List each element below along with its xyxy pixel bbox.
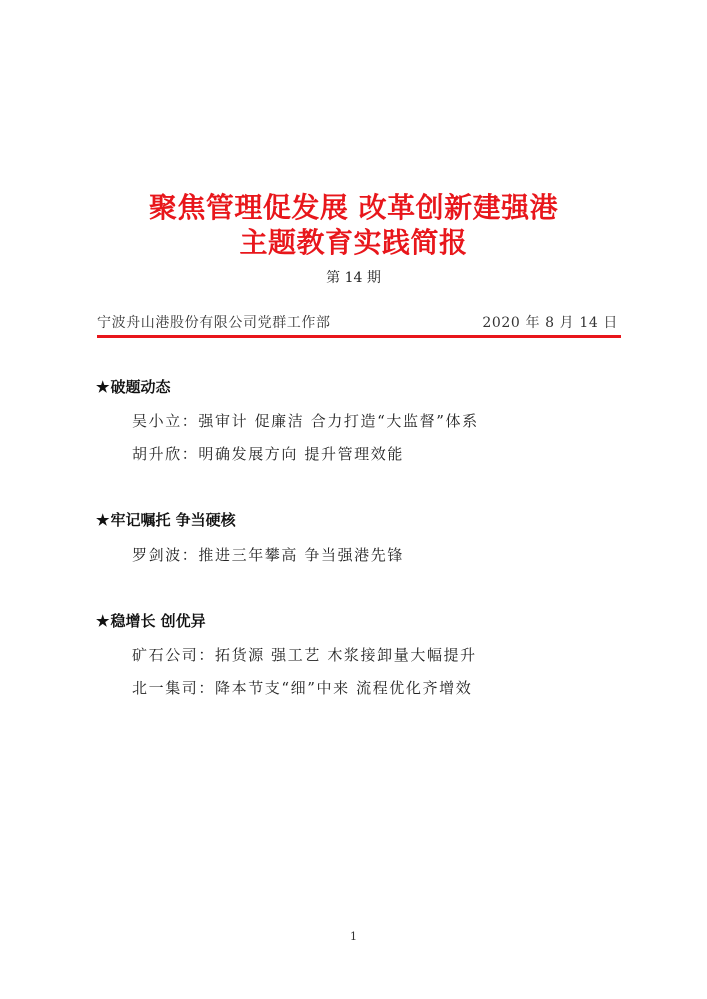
red-divider <box>97 335 621 338</box>
contents-item: 罗剑波：推进三年攀高 争当强港先锋 <box>132 546 404 564</box>
page-number: 1 <box>350 930 357 943</box>
section-title: 稳增长 创优异 <box>110 612 206 630</box>
star-icon: ★ <box>96 511 110 529</box>
contents-item: 吴小立：强审计 促廉洁 合力打造“大监督”体系 <box>132 412 479 430</box>
section-heading-2 <box>96 510 236 530</box>
contents-item: 胡升欣：明确发展方向 提升管理效能 <box>132 445 404 463</box>
publisher-organization: 宁波舟山港股份有限公司党群工作部 <box>97 315 331 331</box>
issue-number: 第 14 期 <box>326 270 381 286</box>
contents-item: 北一集司：降本节支“细”中来 流程优化齐增效 <box>132 679 473 697</box>
contents-item: 矿石公司：拓货源 强工艺 木浆接卸量大幅提升 <box>132 646 477 664</box>
star-icon: ★ <box>96 378 110 396</box>
section-title: 破题动态 <box>110 378 171 396</box>
star-icon: ★ <box>96 612 110 630</box>
bulletin-title-line-2: 主题教育实践简报 <box>239 226 468 259</box>
bulletin-title-line-1: 聚焦管理促发展 改革创新建强港 <box>148 191 559 224</box>
section-title: 牢记嘱托 争当硬核 <box>110 511 236 529</box>
section-heading-1 <box>96 377 170 397</box>
section-heading-3 <box>96 611 206 631</box>
publisher-row <box>97 313 622 333</box>
publish-date: 2020 年 8 月 14 日 <box>482 315 618 331</box>
